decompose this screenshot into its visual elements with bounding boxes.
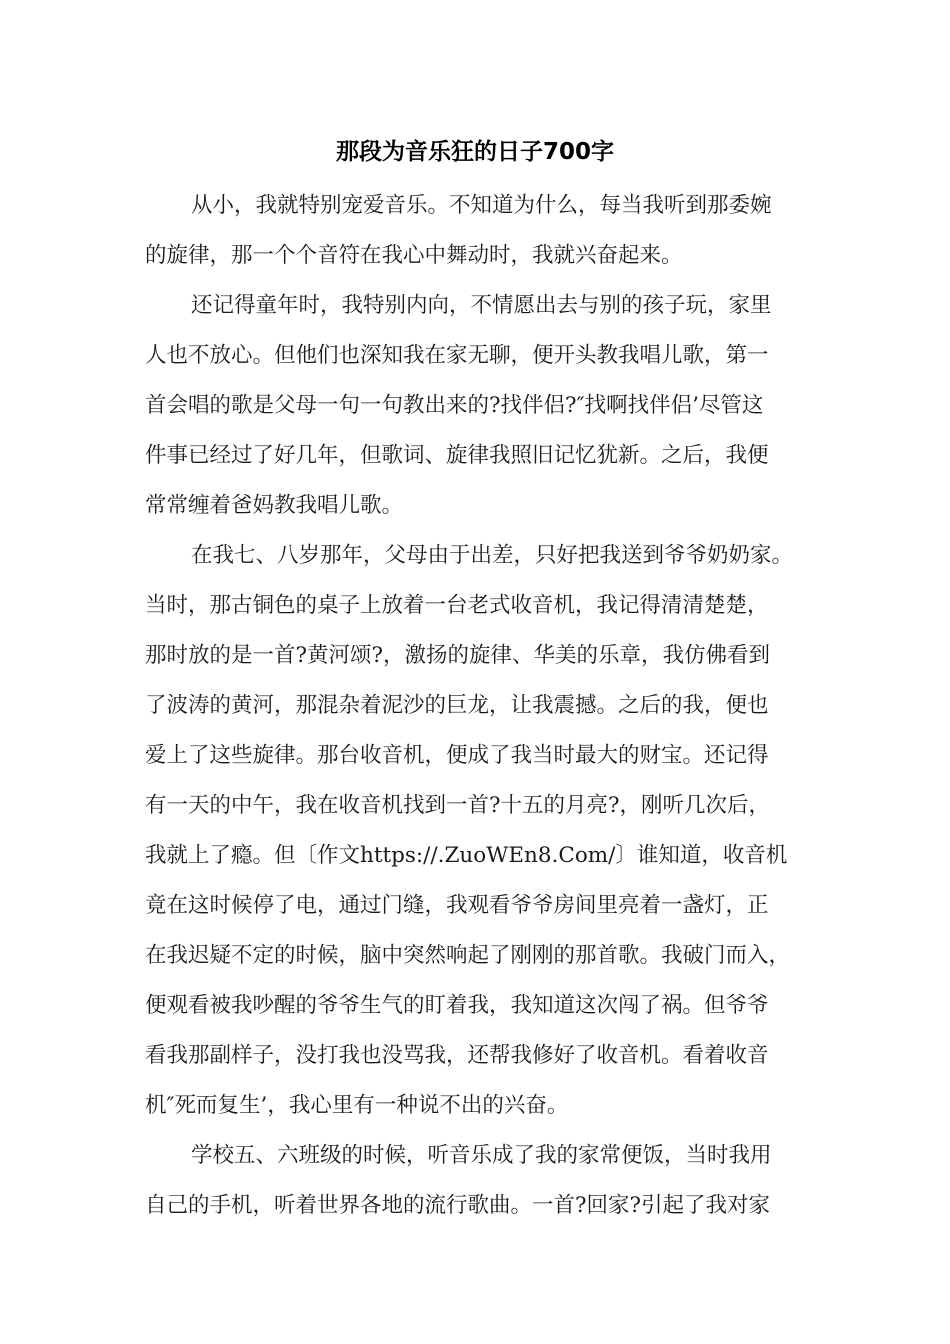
text-line: 首会唱的歌是父母一句一句教出来的?找伴侣?″找啊找伴侣’尽管这: [145, 393, 764, 418]
text-line: 人也不放心。但他们也深知我在家无聊，便开头教我唱儿歌，第一: [145, 343, 769, 368]
text-line: 还记得童年时，我特别内向，不情愿出去与别的孩子玩，家里: [191, 293, 772, 318]
text-line: 的旋律，那一个个音符在我心中舞动时，我就兴奋起来。: [145, 243, 683, 268]
text-line: 了波涛的黄河，那混杂着泥沙的巨龙，让我震撼。之后的我，便也: [145, 693, 769, 718]
document-title: 那段为音乐狂的日子700字: [335, 139, 614, 165]
text-line: 我就上了瘾。但〔作文https://.ZuoWEn8.Com/〕谁知道，收音机: [145, 843, 788, 868]
text-line: 便观看被我吵醒的爷爷生气的盯着我，我知道这次闯了祸。但爷爷: [145, 993, 769, 1018]
text-line: 看我那副样子，没打我也没骂我，还帮我修好了收音机。看着收音: [145, 1043, 769, 1068]
text-line: 有一天的中午，我在收音机找到一首?十五的月亮?，刚听几次后，: [145, 793, 771, 818]
text-line: 机″死而复生’，我心里有一种说不出的兴奋。: [145, 1093, 569, 1118]
text-line: 件事已经过了好几年，但歌词、旋律我照旧记忆犹新。之后，我便: [145, 443, 769, 468]
text-line: 那时放的是一首?黄河颂?，激扬的旋律、华美的乐章，我仿佛看到: [145, 643, 771, 668]
text-line: 当时，那古铜色的桌子上放着一台老式收音机，我记得清清楚楚，: [145, 593, 769, 618]
text-line: 爱上了这些旋律。那台收音机，便成了我当时最大的财宝。还记得: [145, 743, 769, 768]
text-line: 自己的手机，听着世界各地的流行歌曲。一首?回家?引起了我对家: [145, 1193, 771, 1218]
text-line: 在我迟疑不定的时候，脑中突然响起了刚刚的那首歌。我破门而入，: [145, 943, 791, 968]
text-line: 常常缠着爸妈教我唱儿歌。: [145, 493, 404, 518]
text-line: 学校五、六班级的时候，听音乐成了我的家常便饭，当时我用: [191, 1143, 772, 1168]
document-body: [145, 181, 825, 1231]
text-line: 从小，我就特别宠爱音乐。不知道为什么，每当我听到那委婉: [191, 193, 772, 218]
text-line: 竟在这时候停了电，通过门缝，我观看爷爷房间里亮着一盏灯，正: [145, 893, 769, 918]
text-line: 在我七、八岁那年，父母由于出差，只好把我送到爷爷奶奶家。: [191, 543, 794, 568]
